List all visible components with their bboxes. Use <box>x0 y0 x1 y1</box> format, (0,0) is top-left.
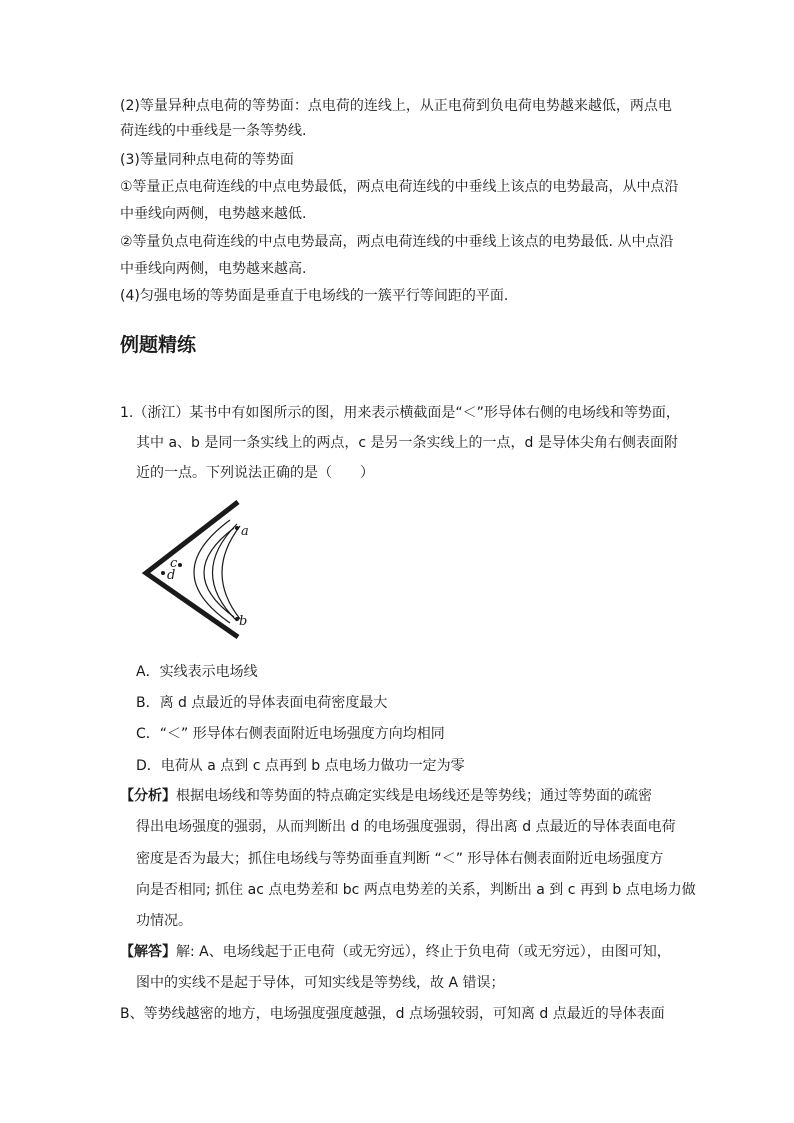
question-line-1: 1.（浙江）某书中有如图所示的图，用来表示横截面是“＜”形导体右侧的电场线和等势面， <box>120 405 680 421</box>
intro-line-6: ②等量负点电荷连线的中点电势最高，两点电荷连线的中垂线上该点的电势最低. 从中点沿 <box>120 234 674 250</box>
solid-line-3 <box>213 524 238 621</box>
answer-text: 解: A、电场线起于正电荷（或无穷远），终止于负电荷（或无穷远），由图可知， <box>176 944 671 960</box>
section-title: 例题精练 <box>120 334 197 356</box>
option-b: B．离 d 点最近的导体表面电荷密度最大 <box>136 695 388 711</box>
option-d: D．电荷从 a 点到 c 点再到 b 点电场力做功一定为零 <box>136 758 465 774</box>
label-b: b <box>239 614 248 629</box>
intro-line-8: (4)匀强电场的等势面是垂直于电场线的一簇平行等间距的平面. <box>120 288 509 304</box>
question-line-3: 近的一点。下列说法正确的是（ ） <box>136 465 374 481</box>
conductor-figure <box>136 495 266 645</box>
intro-line-4: ①等量正点电荷连线的中点电势最低，两点电荷连线的中垂线上该点的电势最高，从中点沿 <box>120 179 679 195</box>
solid-line-4 <box>222 526 240 619</box>
point-d <box>161 571 165 575</box>
label-a: a <box>241 524 249 539</box>
intro-line-5: 中垂线向两侧，电势越来越低. <box>120 206 307 222</box>
intro-line-2: 荷连线的中垂线是一条等势线. <box>120 123 307 139</box>
label-d: d <box>167 568 176 583</box>
point-a <box>235 526 239 530</box>
answer-tag: 【解答】 <box>120 944 176 960</box>
point-c <box>178 563 182 567</box>
analysis-line-2: 得出电场强度的强弱，从而判断出 d 的电场强度强弱，得出离 d 点最近的导体表面电荷 <box>136 819 676 835</box>
analysis-text: 根据电场线和等势面的特点确定实线是电场线还是等势线；通过等势面的疏密 <box>176 788 652 804</box>
analysis-line-3: 密度是否为最大；抓住电场线与等势面垂直判断 “＜” 形导体右侧表面附近电场强度方 <box>136 851 664 867</box>
question-line-2: 其中 a、b 是同一条实线上的两点，c 是另一条实线上的一点，d 是导体尖角右侧表面附 <box>136 435 678 451</box>
label-c: c <box>170 556 178 571</box>
intro-line-1: (2)等量异种点电荷的等势面：点电荷的连线上，从正电荷到负电荷电势越来越低，两点电 <box>120 98 672 114</box>
answer-line-2: 图中的实线不是起于导体，可知实线是等势线，故 A 错误； <box>136 975 505 991</box>
conductor-shape <box>146 502 238 637</box>
analysis-tag: 【分析】 <box>120 788 176 804</box>
intro-line-7: 中垂线向两侧，电势越来越高. <box>120 261 307 277</box>
option-c: C．“＜” 形导体右侧表面附近电场强度方向均相同 <box>136 726 445 742</box>
option-a: A．实线表示电场线 <box>136 664 258 680</box>
analysis-line-5: 功情况。 <box>136 913 192 929</box>
analysis-line-1 <box>120 786 652 806</box>
answer-line-1 <box>120 942 671 962</box>
intro-line-3: (3)等量同种点电荷的等势面 <box>120 152 294 168</box>
analysis-line-4: 向是否相同; 抓住 ac 点电势差和 bc 两点电势差的关系，判断出 a 到 c 再到 b 点电场力做 <box>136 882 696 898</box>
answer-line-3: B、等势线越密的地方，电场强度强度越强，d 点场强较弱，可知离 d 点最近的导体表面 <box>120 1006 665 1022</box>
